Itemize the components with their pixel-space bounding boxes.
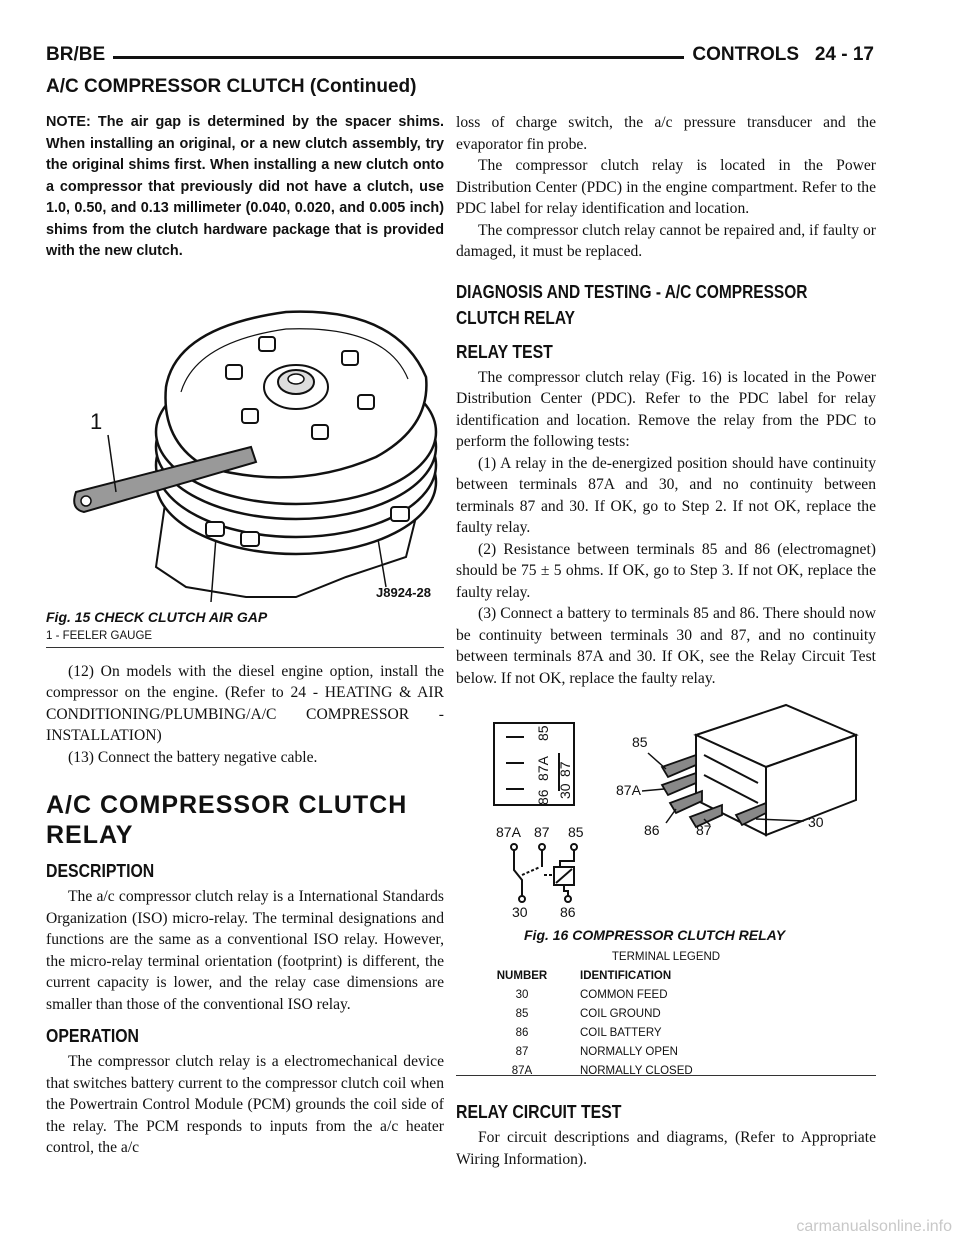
figure-16-rule (456, 1075, 876, 1076)
housing-label-85: 85 (632, 734, 648, 750)
housing-label-86: 86 (644, 822, 660, 838)
legend-row (476, 1024, 693, 1043)
operation-location: The compressor clutch relay is located in the Power Distribution Center (PDC) in the engine compartment. Refer to the PDC label for relay identification and location. (456, 157, 876, 217)
header-section: CONTROLS (692, 44, 799, 65)
watermark: carmanualsonline.info (796, 1218, 952, 1235)
test-step-3: (3) Connect a battery to terminals 85 and 86. There should now be continuity between terminals 30 and 87, and no continuity between terminals 87A and 30. If OK, see the Relay Circuit Test below. If not OK, replace the faulty relay. (456, 605, 876, 687)
figure-15-rule (46, 647, 444, 648)
air-gap-note: NOTE: The air gap is determined by the spacer shims. When installing an original, or a new clutch assembly, try the original shims first. When installing a new clutch onto a compressor that previously did not have a clutch, use 1.0, 0.50, and 0.13 millimeter (0.040, 0.020, and 0.005 inch) shims from the clutch hardware package that is provided with the new clutch. (46, 114, 444, 259)
relay-illustration (456, 695, 876, 925)
schematic-label-87a: 87A (496, 824, 521, 840)
housing-label-87a: 87A (616, 782, 641, 798)
legend-header-identification: IDENTIFICATION (580, 970, 672, 982)
legend-identification: NORMALLY CLOSED (580, 1065, 693, 1077)
relay-schematic (511, 844, 577, 902)
legend-identification: COIL BATTERY (580, 1027, 662, 1039)
footprint-label-87a: 87A (535, 756, 551, 781)
header-model: BR/BE (46, 44, 113, 66)
footprint-label-86: 86 (535, 789, 551, 805)
schematic-label-87: 87 (534, 824, 550, 840)
figure-15 (46, 267, 444, 647)
footprint-label-30: 30 (557, 783, 573, 799)
continued-title: A/C COMPRESSOR CLUTCH (Continued) (46, 76, 417, 97)
legend-row (476, 1043, 693, 1062)
operation-text: The compressor clutch relay is a electromechanical device that switches battery current to the compressor clutch coil when the Powertrain Control Module (PCM) grounds the coil side of the relay. The PCM responds to inputs from the a/c heater control, the a/c (46, 1053, 444, 1156)
figure-16-caption: Fig. 16 COMPRESSOR CLUTCH RELAY (524, 927, 786, 943)
schematic-label-86: 86 (560, 904, 576, 920)
header-page-number: 24 - 17 (814, 44, 874, 65)
terminal-legend-table (476, 967, 693, 1081)
test-step-2: (2) Resistance between terminals 85 and 86 (electromagnet) should be 75 ± 5 ohms. If OK, go to Step 3. If not OK, replace the faulty relay. (456, 540, 876, 601)
section-title: A/C COMPRESSOR CLUTCH RELAY (46, 791, 408, 849)
legend-identification: COMMON FEED (580, 989, 668, 1001)
relay-test-heading: RELAY TEST (456, 341, 553, 362)
step-12: (12) On models with the diesel engine option, install the compressor on the engine. (Refer to 24 - HEATING & AIR CONDITIONING/PLUMBING/A/C COMPRESSOR - INSTALLATION) (46, 662, 444, 744)
header-section-page (684, 44, 874, 66)
right-column (456, 112, 876, 1170)
housing-label-87: 87 (696, 822, 712, 838)
legend-row (476, 986, 693, 1005)
legend-row (476, 1005, 693, 1024)
step-13: (13) Connect the battery negative cable. (68, 748, 318, 766)
terminal-legend-title: TERMINAL LEGEND (611, 951, 721, 963)
left-column (46, 112, 444, 1159)
legend-number: 30 (515, 989, 529, 1001)
operation-replace: The compressor clutch relay cannot be repaired and, if faulty or damaged, it must be replaced. (456, 221, 876, 260)
figure-code: J8924-28 (376, 584, 431, 600)
callout-1: 1 (90, 408, 103, 434)
legend-identification: NORMALLY OPEN (580, 1046, 678, 1058)
legend-number: 86 (515, 1027, 529, 1039)
description-heading: DESCRIPTION (46, 861, 155, 881)
page-header (46, 44, 874, 70)
legend-identification: COIL GROUND (580, 1008, 661, 1020)
relay-test-intro: The compressor clutch relay (Fig. 16) is located in the Power Distribution Center (PDC). Refer to the PDC label for relay identification and location. Remove the relay from the PDC to perform the following tests: (456, 368, 876, 450)
footprint-label-87: 87 (557, 761, 573, 777)
schematic-label-30: 30 (512, 904, 528, 920)
description-text: The a/c compressor clutch relay is a International Standards Organization (ISO) micro-relay. The terminal designations and functions are the same as a conventional ISO relay. However, the micro-relay terminal orientation (footprint) is different, the current capacity is lower, and the relay case dimensions are smaller than those of the conventional ISO relay. (46, 888, 444, 1013)
figure-15-legend: 1 - FEELER GAUGE (46, 629, 153, 642)
figure-15-caption: Fig. 15 CHECK CLUTCH AIR GAP (46, 608, 268, 625)
legend-number: 87A (511, 1065, 533, 1077)
legend-header-number: NUMBER (496, 970, 548, 982)
footprint-label-85: 85 (535, 725, 551, 741)
legend-number: 85 (515, 1008, 529, 1020)
housing-label-30: 30 (808, 814, 824, 830)
test-step-1: (1) A relay in the de-energized position should have continuity between terminals 87A and 30, and no continuity between terminals 87 and 30. If OK, go to Step 2. If not OK, replace the faulty relay. (456, 454, 876, 536)
legend-number: 87 (515, 1046, 529, 1058)
diagnosis-heading-line1: DIAGNOSIS AND TESTING - A/C COMPRESSOR (456, 281, 808, 302)
legend-row (476, 1062, 693, 1081)
relay-circuit-test-heading: RELAY CIRCUIT TEST (456, 1102, 622, 1122)
operation-heading: OPERATION (46, 1026, 139, 1046)
operation-text-continued: loss of charge switch, the a/c pressure transducer and the evaporator fin probe. (456, 114, 876, 153)
clutch-air-gap-illustration (46, 267, 444, 607)
schematic-label-85: 85 (568, 824, 584, 840)
diagnosis-heading-line2: CLUTCH RELAY (456, 307, 575, 328)
legend-header-row (476, 967, 693, 986)
figure-16 (456, 695, 876, 1095)
relay-circuit-test-text: For circuit descriptions and diagrams, (Refer to Appropriate Wiring Information). (456, 1129, 876, 1168)
